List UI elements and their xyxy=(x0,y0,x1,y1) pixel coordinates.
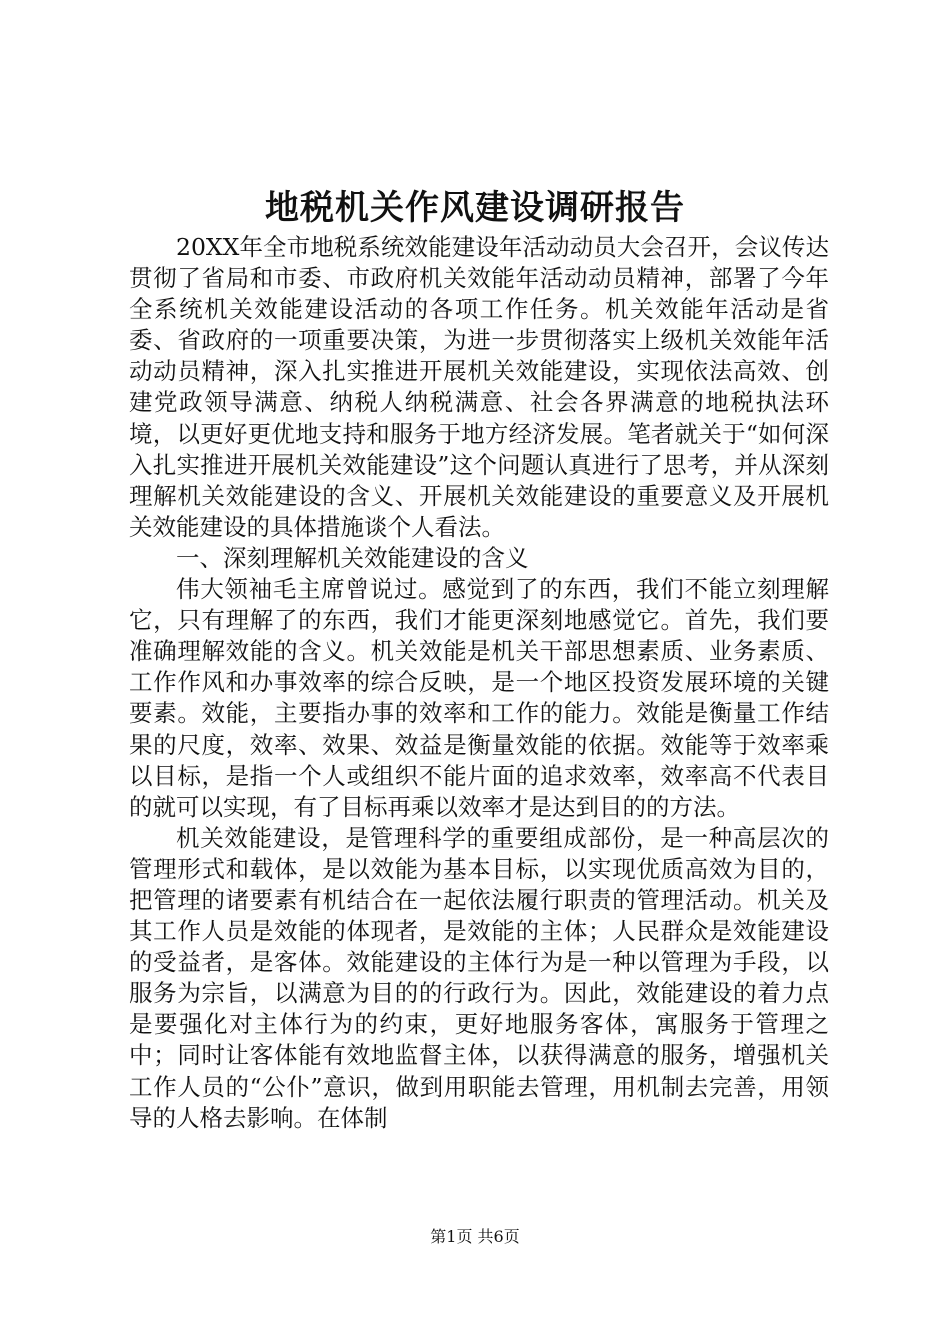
section-heading-1: 一、深刻理解机关效能建设的含义 xyxy=(176,543,529,572)
paragraph-efficiency-meaning: 伟大领袖毛主席曾说过。感觉到了的东西，我们不能立刻理解它，只有理解了的东西，我们才能更深刻地感觉它。首先，我们要准确理解效能的含义。机关效能是机关干部思想素质、业务素质、工作作风和办事效率的综合反映，是一个地区投资发展环境的关键要素。效能，主要指办事的效率和工作的能力。效能是衡量工作结果的尺度，效率、效果、效益是衡量效能的依据。效能等于效率乘以目标，是指一个人或组织不能片面的追求效率，效率高不代表目的就可以实现，有了目标再乘以效率才是达到目的的方法。 xyxy=(129,575,829,821)
page-number-footer: 第1页 共6页 xyxy=(430,1227,520,1246)
paragraph-efficiency-construction: 机关效能建设，是管理科学的重要组成部份，是一种高层次的管理形式和载体，是以效能为基本目标，以实现优质高效为目的，把管理的诸要素有机结合在一起依法履行职责的管理活动。机关及其工作人员是效能的体现者，是效能的主体；人民群众是效能建设的受益者，是客体。效能建设的主体行为是一种以管理为手段，以服务为宗旨，以满意为目的的行政行为。因此，效能建设的着力点是要强化对主体行为的约束，更好地服务客体，寓服务于管理之中；同时让客体能有效地监督主体，以获得满意的服务，增强机关工作人员的“公仆”意识，做到用职能去管理，用机制去完善，用领导的人格去影响。在体制 xyxy=(129,823,829,1132)
document-title: 地税机关作风建设调研报告 xyxy=(265,188,685,228)
paragraph-intro: 20XX年全市地税系统效能建设年活动动员大会召开，会议传达贯彻了省局和市委、市政府机关效能年活动动员精神，部署了今年全系统机关效能建设活动的各项工作任务。机关效能年活动是省委、省政府的一项重要决策，为进一步贯彻落实上级机关效能年活动动员精神，深入扎实推进开展机关效能建设，实现依法高效、创建党政领导满意、纳税人纳税满意、社会各界满意的地税执法环境，以更好更优地支持和服务于地方经济发展。笔者就关于“如何深入扎实推进开展机关效能建设”这个问题认真进行了思考，并从深刻理解机关效能建设的含义、开展机关效能建设的重要意义及开展机关效能建设的具体措施谈个人看法。 xyxy=(129,233,829,541)
document-body xyxy=(129,232,829,1134)
